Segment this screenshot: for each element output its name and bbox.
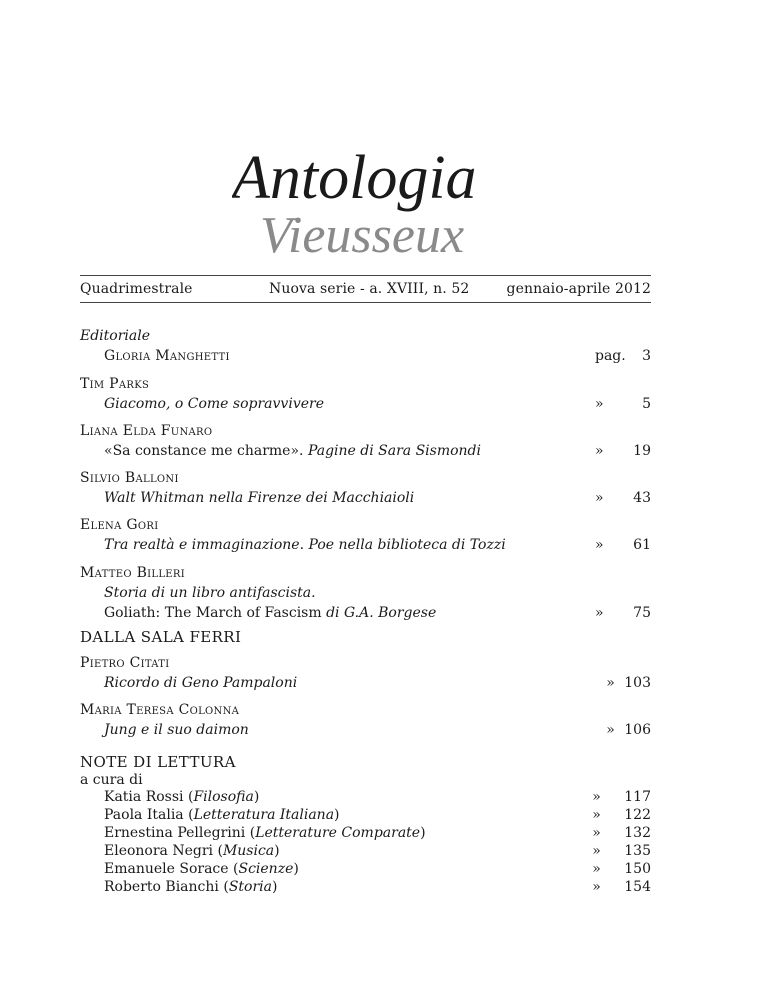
section-note-di-lettura <box>80 752 651 896</box>
periodicity: Quadrimestrale <box>80 281 193 297</box>
masthead <box>80 275 651 303</box>
page-ref: » 5 <box>595 396 651 412</box>
page-ref: » 122 <box>592 807 651 823</box>
toc-entry <box>80 374 651 414</box>
page-ref: » 135 <box>592 843 651 859</box>
page-ref: » 154 <box>592 879 651 895</box>
section-heading: DALLA SALA FERRI <box>80 628 242 646</box>
note-item: Paola Italia (Letteratura Italiana) » 122 <box>104 807 651 823</box>
page-ref: » 117 <box>592 789 651 805</box>
entry-title: Ricordo di Geno Pampaloni <box>104 675 298 691</box>
section-label: Editoriale <box>80 328 150 344</box>
entry-title: Walt Whitman nella Firenze dei Macchiaioli <box>104 490 415 506</box>
logo-word-antologia: Antologia <box>232 144 477 212</box>
entry-title: «Sa constance me charme». Pagine di Sara Sismondi <box>104 443 481 459</box>
note-item: Eleonora Negri (Musica) » 135 <box>104 843 651 859</box>
entry-author: Liana Elda Funaro <box>80 423 213 439</box>
logo-word-vieusseux: Vieusseux <box>260 207 465 264</box>
toc-entry <box>80 421 651 461</box>
note-item: Emanuele Sorace (Scienze) » 150 <box>104 861 651 877</box>
toc-entry-editoriale <box>80 326 651 366</box>
note-item: Ernestina Pellegrini (Letterature Comparate) » 132 <box>104 825 651 841</box>
entry-author: Tim Parks <box>80 376 150 392</box>
entry-author: Pietro Citati <box>80 655 170 671</box>
entry-author: Gloria Manghetti <box>104 348 230 364</box>
page-ref: » 75 <box>595 605 651 621</box>
entry-author: Silvio Balloni <box>80 470 179 486</box>
toc-entry <box>80 700 651 740</box>
entry-author: Elena Gori <box>80 517 159 533</box>
note-item: Roberto Bianchi (Storia) » 154 <box>104 879 651 895</box>
series-number: Nuova serie - a. XVIII, n. 52 <box>269 281 470 297</box>
page-ref: » 150 <box>592 861 651 877</box>
entry-title: Giacomo, o Come sopravvivere <box>104 396 324 412</box>
issue-date: gennaio-aprile 2012 <box>506 281 651 297</box>
entry-title-line2: Goliath: The March of Fascism di G.A. Borgese <box>104 605 437 621</box>
page-ref: » 106 <box>606 722 651 738</box>
toc-entry <box>80 468 651 508</box>
toc-entry <box>80 653 651 693</box>
page-ref: » 103 <box>606 675 651 691</box>
entry-author: Matteo Billeri <box>80 565 185 581</box>
curator-label: a cura di <box>80 772 143 788</box>
page-ref: » 43 <box>595 490 651 506</box>
toc-entry <box>80 515 651 555</box>
note-item: Katia Rossi (Filosofia) » 117 <box>104 789 651 805</box>
entry-title-line1: Storia di un libro antifascista. <box>104 585 316 601</box>
page-ref: » 61 <box>595 537 651 553</box>
entry-title: Jung e il suo daimon <box>104 722 249 738</box>
section-heading: NOTE DI LETTURA <box>80 753 236 771</box>
page-ref: » 19 <box>595 443 651 459</box>
page-ref: » 132 <box>592 825 651 841</box>
journal-logo <box>232 140 532 270</box>
entry-title: Tra realtà e immaginazione. Poe nella biblioteca di Tozzi <box>104 537 506 553</box>
page-ref: pag. 3 <box>595 348 651 364</box>
entry-author: Maria Teresa Colonna <box>80 702 240 718</box>
toc-entry <box>80 563 651 623</box>
section-sala-ferri <box>80 627 651 647</box>
